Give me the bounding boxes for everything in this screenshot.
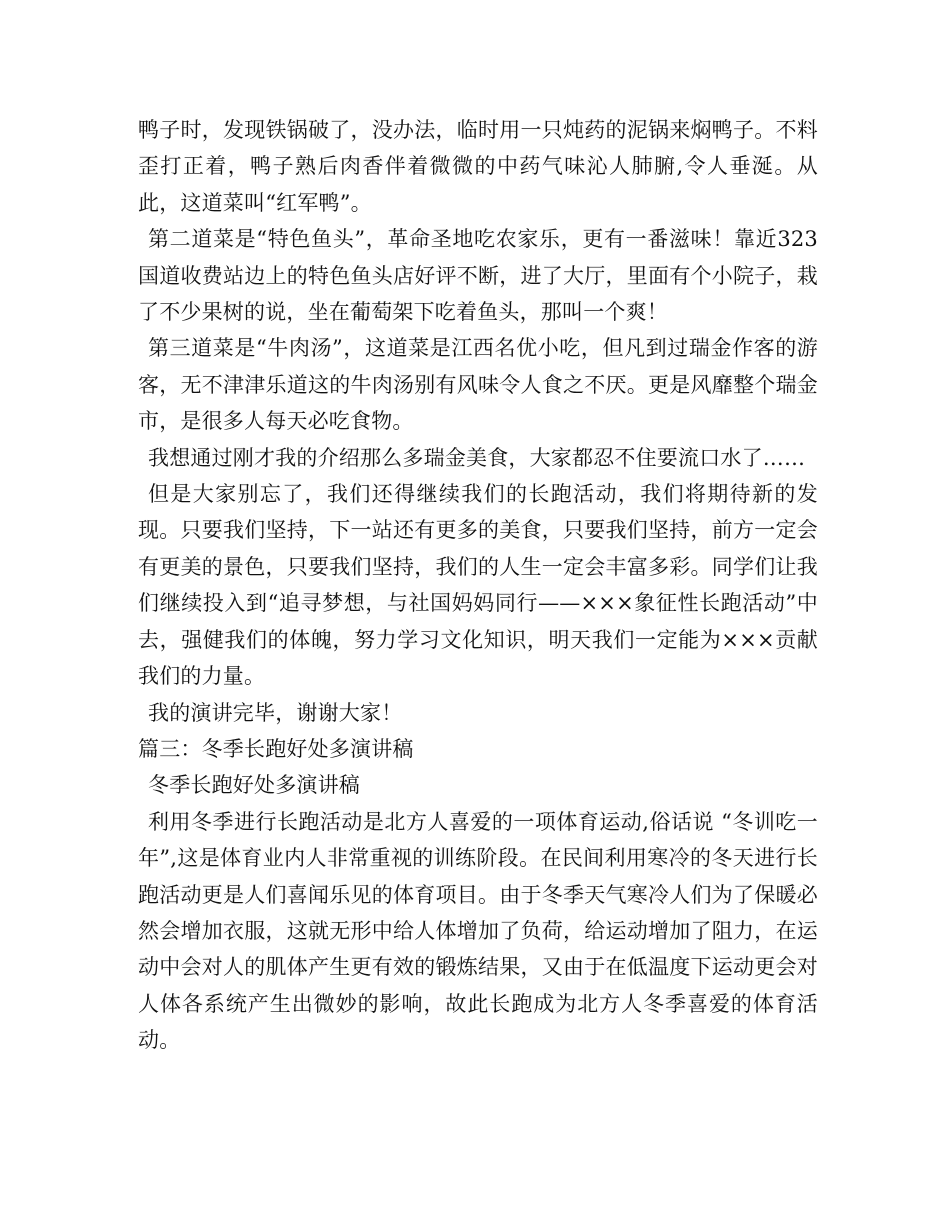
paragraph-keep-running: 但是大家别忘了，我们还得继续我们的长跑活动，我们将期待新的发现。只要我们坚持，下一站还有更多的美食，只要我们坚持，前方一定会有更美的景色，只要我们坚持，我们的人生一定会丰富多彩。同学们让我们继续投入到“追寻梦想，与社国妈妈同行——×××象征性长跑活动”中去，强健我们的体魄，努力学习文化知识，明天我们一定能为×××贡献我们的力量。 (138, 482, 818, 689)
paragraph-winter-running: 利用冬季进行长跑活动是北方人喜爱的一项体育运动,俗话说 “冬训吃一年”,这是体育业内人非常重视的训练阶段。在民间利用寒冷的冬天进行长跑活动更是人们喜闻乐见的体育项目。由于冬季天气寒冷人们为了保暖必然会增加衣服，这就无形中给人体增加了负荷，给运动增加了阻力，在运动中会对人的肌体产生更有效的锻炼结果，又由于在低温度下运动更会对人体各系统产生出微妙的影响，故此长跑成为北方人冬季喜爱的体育活动。 (138, 809, 818, 1053)
document-body (138, 112, 818, 1059)
paragraph-fish-head: 第二道菜是“特色鱼头”，革命圣地吃农家乐，更有一番滋味！靠近323国道收费站边上的特色鱼头店好评不断，进了大厅，里面有个小院子，栽了不少果树的说，坐在葡萄架下吃着鱼头，那叫一个爽！ (138, 227, 818, 325)
paragraph-ruijin-food: 我想通过刚才我的介绍那么多瑞金美食，大家都忍不住要流口水了…… (148, 445, 806, 470)
paragraph-beef-soup: 第三道菜是“牛肉汤”，这道菜是江西名优小吃，但凡到过瑞金作客的游客，无不津津乐道这的牛肉汤别有风味令人食之不厌。更是风靡整个瑞金市，是很多人每天必吃食物。 (138, 336, 818, 434)
paragraph-hongjun-duck: 鸭子时，发现铁锅破了，没办法，临时用一只炖药的泥锅来焖鸭子。不料歪打正着，鸭子熟后肉香伴着微微的中药气味沁人肺腑,令人垂涎。从此，这道菜叫“红军鸭”。 (138, 118, 818, 215)
section-heading: 篇三：冬季长跑好处多演讲稿 (138, 736, 414, 761)
speech-title: 冬季长跑好处多演讲稿 (148, 773, 360, 798)
paragraph-thanks: 我的演讲完毕，谢谢大家！ (148, 700, 403, 725)
